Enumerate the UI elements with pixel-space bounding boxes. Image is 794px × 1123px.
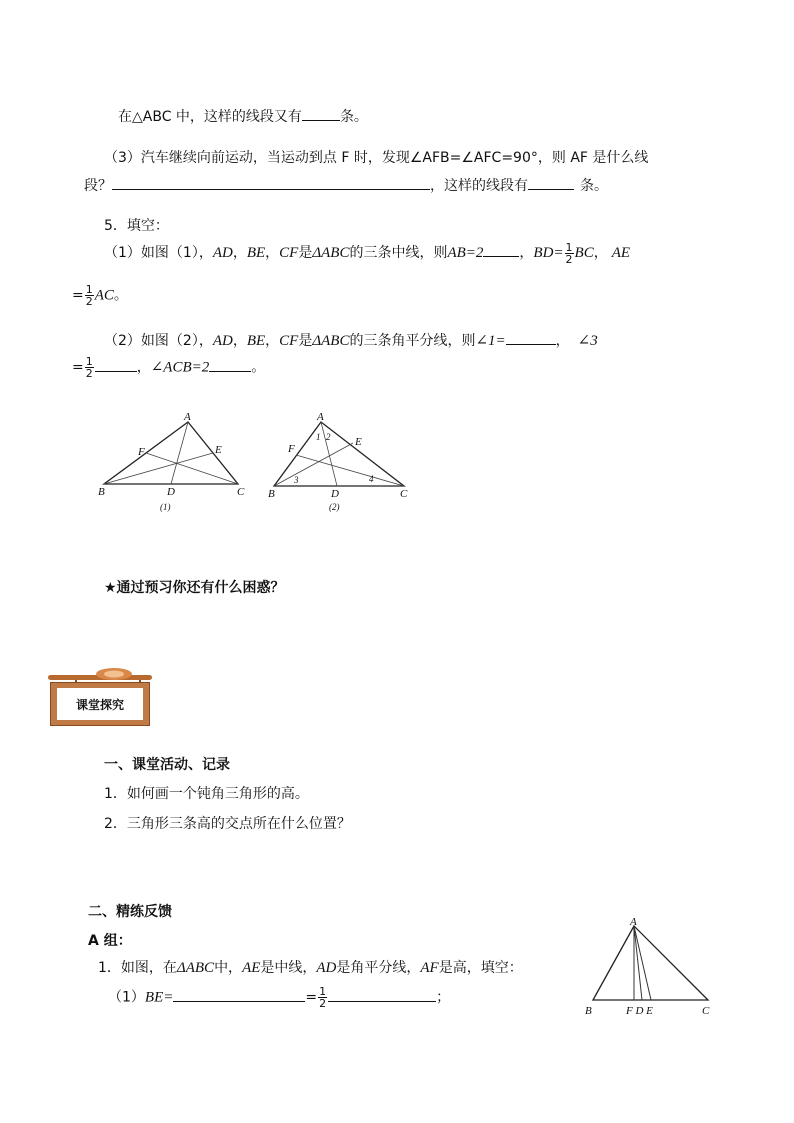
comma: ，	[232, 333, 247, 349]
seg-ae: AE	[242, 960, 261, 976]
word-is: 是	[298, 245, 313, 261]
sub1-label: （1）	[108, 989, 145, 1006]
angle-label-2: 2	[326, 432, 331, 442]
section1-title: 一、课堂活动、记录	[104, 757, 230, 773]
comma: ，	[519, 245, 534, 261]
figure-3-triangle	[580, 916, 720, 1020]
fraction-half: $\frac{1}{2}$	[85, 355, 93, 380]
q5-p1-mid: 的三条中线，则	[349, 245, 448, 261]
label-b: B	[585, 1005, 592, 1017]
semicolon: ；	[436, 989, 451, 1006]
seg-ad: AD	[316, 960, 337, 976]
q5-p2-line1	[104, 330, 598, 350]
answer-blank[interactable]	[173, 987, 305, 1002]
label-fde: F D E	[626, 1005, 653, 1017]
answer-blank[interactable]	[528, 175, 574, 190]
label-b: B	[98, 486, 105, 498]
q3-line2-mid: ，这样的线段有	[430, 178, 528, 194]
equals: =	[72, 359, 84, 376]
seg-ad: AD	[212, 245, 233, 261]
figure-1-triangle-medians	[96, 410, 256, 516]
banner-board	[50, 682, 150, 726]
q5-p2-head: （2）如图（2），	[104, 333, 213, 349]
q5-title: 5．填空：	[104, 218, 169, 234]
bd-eq: BD=	[533, 245, 564, 261]
seg-af: AF	[420, 960, 439, 976]
q5-p1-line1	[104, 240, 630, 266]
answer-blank[interactable]	[302, 106, 340, 121]
seg-ad: AD	[212, 333, 233, 349]
group-a-label: A 组：	[88, 933, 132, 949]
answer-blank[interactable]	[112, 175, 430, 190]
fraction-half: $\frac{1}{2}$	[319, 985, 327, 1010]
answer-blank[interactable]	[328, 987, 436, 1002]
period: 。	[251, 359, 266, 376]
q5-p2-mid: 的三条角平分线，则	[349, 333, 476, 349]
a-q1-mid1: 中，	[214, 960, 243, 976]
figure-caption: (1)	[160, 502, 171, 512]
label-c: C	[400, 488, 408, 500]
triangle-abc: ΔABC	[312, 333, 350, 349]
a-q1-mid3: 是角平分线，	[336, 960, 421, 976]
equals: =	[72, 287, 84, 304]
classroom-explore-banner	[46, 666, 154, 730]
answer-blank[interactable]	[506, 330, 556, 345]
fraction-half: $\frac{1}{2}$	[565, 240, 573, 266]
ab-eq: AB=2	[447, 245, 484, 261]
seg-ae: AE	[611, 245, 631, 261]
label-e: E	[215, 444, 222, 456]
comma: ，	[232, 245, 247, 261]
answer-blank[interactable]	[95, 357, 137, 372]
seg-be: BE	[246, 245, 266, 261]
label-f: F	[288, 443, 295, 455]
be-eq: BE=	[144, 989, 174, 1006]
angle-label-1: 1	[316, 432, 321, 442]
label-a: A	[317, 411, 324, 423]
seg-ac: AC	[94, 287, 114, 304]
word-is: 是	[298, 333, 313, 349]
banner-inner	[57, 688, 143, 720]
angle-label-3: 3	[294, 475, 299, 485]
section2-title: 二、精练反馈	[88, 904, 172, 920]
q5-p2-line2	[72, 356, 265, 379]
seg-bc: BC	[574, 245, 594, 261]
answer-blank[interactable]	[209, 357, 251, 372]
label-f: F	[138, 446, 145, 458]
a-q1-sub1	[108, 986, 450, 1009]
angle-label-4: 4	[369, 474, 374, 484]
label-d: D	[167, 486, 175, 498]
q3-line2-head: 段？	[84, 178, 112, 194]
q3-prev-line	[118, 106, 368, 126]
comma: ，	[265, 245, 280, 261]
angle-3: ∠3	[577, 333, 598, 349]
label-c: C	[237, 486, 245, 498]
a-q1-head: 1．如图，在	[98, 960, 177, 976]
q3-line2-tail: 条。	[580, 178, 608, 194]
period: 。	[113, 287, 128, 304]
label-a: A	[630, 916, 637, 928]
seg-be: BE	[246, 333, 266, 349]
angle-acb-eq: ∠ACB=2	[150, 359, 210, 376]
label-d: D	[331, 488, 339, 500]
banner-label: 课堂探究	[75, 697, 124, 712]
equals: =	[305, 989, 318, 1006]
comma: ，	[265, 333, 280, 349]
angle-1-eq: ∠1=	[475, 333, 506, 349]
section1-item1: 1．如何画一个钝角三角形的高。	[104, 786, 309, 802]
figure-2-triangle-bisectors	[266, 410, 416, 516]
q3-line1: （3）汽车继续向前运动，当运动到点 F 时，发现∠AFB=∠AFC=90°，则 AF 是什么线	[104, 150, 649, 166]
label-a: A	[184, 411, 191, 423]
label-b: B	[268, 488, 275, 500]
q3-line2	[84, 175, 608, 195]
q5-p1-line2	[72, 284, 128, 307]
label-c: C	[702, 1005, 710, 1017]
comma: ，	[136, 359, 151, 376]
q3-prev-text: 在△ABC 中，这样的线段又有	[118, 109, 302, 125]
triangle-abc: ΔABC	[176, 960, 215, 976]
a-q1-mid2: 是中线，	[260, 960, 317, 976]
figure-caption: (2)	[329, 502, 340, 512]
fraction-half: $\frac{1}{2}$	[85, 283, 93, 308]
confusion-prompt: ★通过预习你还有什么困惑？	[104, 580, 285, 596]
comma: ，	[555, 333, 570, 349]
section1-item2: 2．三角形三条高的交点所在什么位置？	[104, 816, 351, 832]
a-q1-tail: 是高，填空：	[438, 960, 523, 976]
a-q1-line	[98, 957, 523, 977]
answer-blank[interactable]	[483, 242, 519, 257]
label-e: E	[355, 436, 362, 448]
triangle-abc: ΔABC	[312, 245, 350, 261]
comma: ，	[593, 245, 608, 261]
q5-p1-head: （1）如图（1），	[104, 245, 213, 261]
q3-prev-tail: 条。	[339, 109, 368, 125]
seg-cf: CF	[279, 333, 299, 349]
seg-cf: CF	[279, 245, 299, 261]
